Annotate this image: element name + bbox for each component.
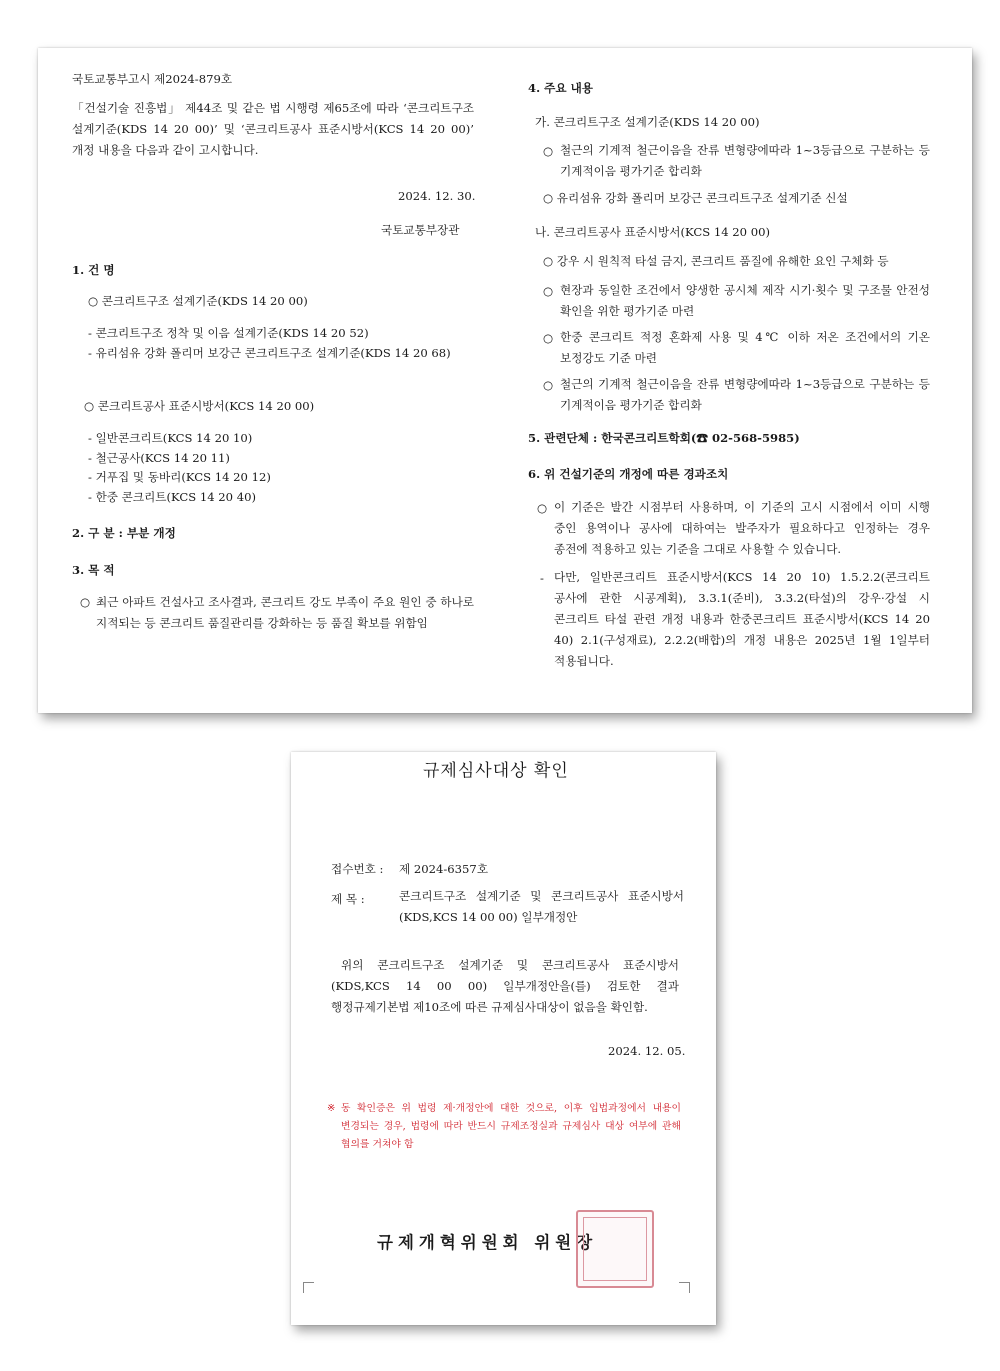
section-6-text: 이 기준은 발간 시점부터 사용하며, 이 기준의 고시 시점에서 이미 시행 중인 용역이나 공사에 대하여는 발주자가 필요하다고 인정하는 경우 종전에 적용하고 있는 기준을 그대로 사용할 수 있습니다. <box>554 500 930 556</box>
list-item: - 일반콘크리트(KCS 14 20 10) <box>88 431 253 445</box>
section-4-heading: 4. 주요 내용 <box>528 81 593 95</box>
notice-number: 국토교통부고시 제2024-879호 <box>72 72 233 86</box>
crop-mark-right <box>679 1282 690 1293</box>
section-3-heading: 3. 목 적 <box>72 563 115 577</box>
list-item: - 콘크리트구조 정착 및 이음 설계기준(KDS 14 20 52) <box>88 326 369 340</box>
review-title: 규제심사대상 확인 <box>423 761 569 781</box>
section-4-b: 나. 콘크리트공사 표준시방서(KCS 14 20 00) <box>535 225 770 239</box>
receipt-label: 접수번호 : <box>331 862 384 876</box>
bullet: ○ <box>537 501 548 515</box>
section-1-kds: ○ 콘크리트구조 설계기준(KDS 14 20 00) <box>88 294 308 308</box>
section-3-text: 최근 아파트 건설사고 조사결과, 콘크리트 강도 부족이 주요 원인 중 하나로 지적되는 등 콘크리트 품질관리를 강화하는 등 품질 확보를 위함임 <box>96 595 474 630</box>
notice-page <box>38 48 972 713</box>
subject-value: 콘크리트구조 설계기준 및 콘크리트공사 표준시방서(KDS,KCS 14 00 00) 일부개정안 <box>399 889 684 924</box>
section-4-b3: 한중 콘크리트 적정 혼화제 사용 및 4℃ 이하 저온 조건에서의 기온 보정강도 기준 마련 <box>560 330 930 365</box>
signatory: 규제개혁위원회 위원장 <box>377 1233 598 1252</box>
official-seal-icon <box>576 1210 654 1288</box>
list-item: - 한중 콘크리트(KCS 14 20 40) <box>88 490 257 504</box>
section-6-sub: 다만, 일반콘크리트 표준시방서(KCS 14 20 10) 1.5.2.2(콘크리트 공사에 관한 시공계획), 3.3.1(준비), 3.3.2(타설)의 강우·강설 시 콘크리트 타설 관련 개정 내용과 한중콘크리트 표준시방서(KCS 14 20 40) 2.1(구성재료), 2.2.2(배합)의 개정 내용은 2025년 1월 1일부터 적용됩니다. <box>554 570 930 668</box>
section-4-a2: ○ 유리섬유 강화 폴리머 보강근 콘크리트구조 설계기준 신설 <box>543 191 848 205</box>
list-item: - 거푸집 및 동바리(KCS 14 20 12) <box>88 470 271 484</box>
section-4-b2: 현장과 동일한 조건에서 양생한 공시체 제작 시기·횟수 및 구조물 안전성 확인을 위한 평가기준 마련 <box>560 283 930 318</box>
notice-mark: ※ <box>327 1103 336 1114</box>
section-5: 5. 관련단체 : 한국콘크리트학회(☎ 02-568-5985) <box>528 431 800 445</box>
list-item: - 철근공사(KCS 14 20 11) <box>88 451 230 465</box>
bullet: ○ <box>543 144 554 158</box>
section-1-kcs: ○ 콘크리트공사 표준시방서(KCS 14 20 00) <box>84 399 315 413</box>
notice-issuer: 국토교통부장관 <box>381 223 460 237</box>
bullet: ○ <box>543 331 554 345</box>
bullet: ○ <box>543 284 554 298</box>
crop-mark-left <box>303 1282 314 1293</box>
subject-label: 제 목 : <box>331 892 365 906</box>
dash: - <box>540 571 544 585</box>
section-4-b1: ○ 강우 시 원칙적 타설 금지, 콘크리트 품질에 유해한 요인 구체화 등 <box>543 254 889 268</box>
review-page <box>291 752 716 1325</box>
receipt-value: 제 2024-6357호 <box>399 862 489 876</box>
seal-inner-border <box>583 1217 647 1281</box>
section-4-b4: 철근의 기계적 철근이음을 잔류 변형량에따라 1~3등급으로 구분하는 등 기계적이음 평가기준 합리화 <box>560 377 930 412</box>
section-6-heading: 6. 위 건설기준의 개정에 따른 경과조치 <box>528 467 729 481</box>
section-2: 2. 구 분 : 부분 개정 <box>72 526 176 540</box>
review-body: 위의 콘크리트구조 설계기준 및 콘크리트공사 표준시방서(KDS,KCS 14 00 00) 일부개정안을(를) 검토한 결과 행정규제기본법 제10조에 따른 규제심사대상이 없음을 확인함. <box>331 958 679 1014</box>
notice-intro: 「건설기술 진흥법」 제44조 및 같은 법 시행령 제65조에 따라 ‘콘크리트구조 설계기준(KDS 14 20 00)’ 및 ‘콘크리트공사 표준시방서(KCS 14 20 00)’ 개정 내용을 다음과 같이 고시합니다. <box>72 101 474 157</box>
bullet: ○ <box>80 595 91 609</box>
notice-date: 2024. 12. 30. <box>398 189 476 203</box>
review-date: 2024. 12. 05. <box>608 1044 686 1058</box>
bullet: ○ <box>543 378 554 392</box>
review-notice: 동 확인증은 위 법령 제·개정안에 대한 것으로, 이후 입법과정에서 내용이 변경되는 경우, 법령에 따라 반드시 규제조정실과 규제심사 대상 여부에 관해 협의를 거쳐야 함 <box>341 1103 681 1150</box>
section-4-a1: 철근의 기계적 철근이음을 잔류 변형량에따라 1~3등급으로 구분하는 등 기계적이음 평가기준 합리화 <box>560 143 930 178</box>
list-item: - 유리섬유 강화 폴리머 보강근 콘크리트구조 설계기준(KDS 14 20 68) <box>88 346 451 360</box>
section-4-a: 가. 콘크리트구조 설계기준(KDS 14 20 00) <box>535 115 760 129</box>
section-1-heading: 1. 건 명 <box>72 263 115 277</box>
